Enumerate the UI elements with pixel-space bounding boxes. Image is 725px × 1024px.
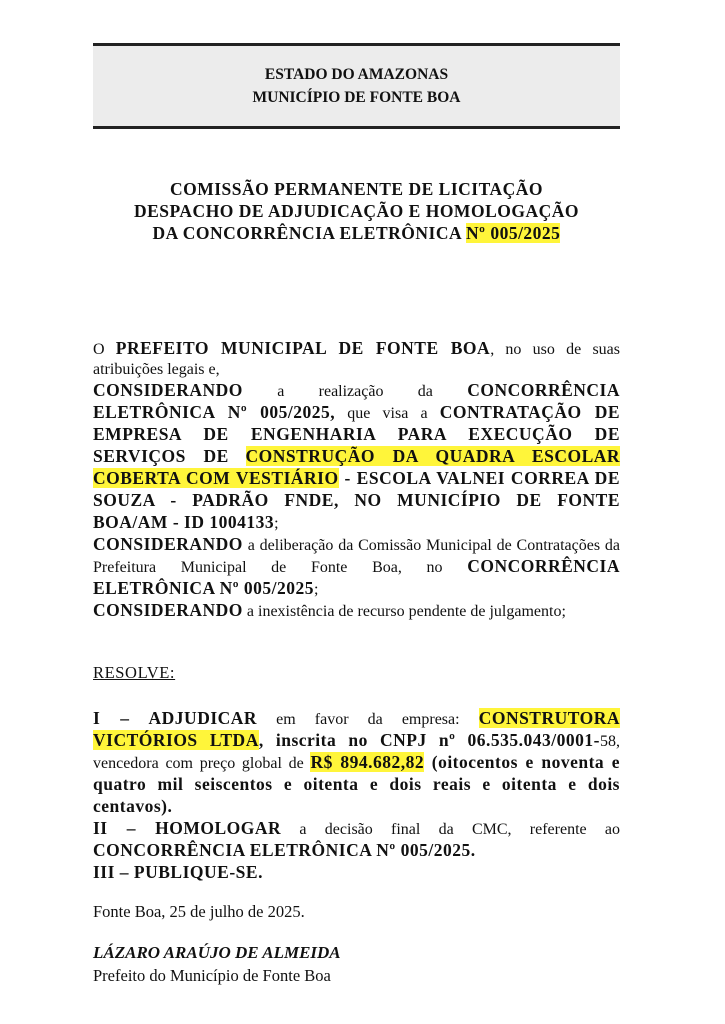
price-highlight: R$ 894.682,82 <box>310 752 425 772</box>
i1-text-2: , vencedora com preço global de <box>93 733 621 772</box>
c1-object: CONTRATAÇÃO DE EMPRESA DE ENGENHARIA PARA EXECUÇÃO DE SERVIÇOS DE <box>93 402 621 466</box>
signatory-title: Prefeito do Município de Fonte Boa <box>93 966 331 985</box>
intro-text: O <box>93 341 105 358</box>
c1-end: ; <box>274 515 279 532</box>
c2-concorrencia: CONCORRÊNCIA ELETRÔNICA Nº 005/2025 <box>93 556 620 598</box>
intro-text-2: , no uso de suas atribuições legais e, <box>93 341 621 378</box>
considerando-label: CONSIDERANDO <box>93 600 243 620</box>
resolve-heading: RESOLVE: <box>93 663 176 682</box>
price-words: (oitocentos e noventa e quatro mil seiscentos e oitenta e dois reais e oitenta e dois centavos). <box>93 752 620 816</box>
signatory-name: LÁZARO ARAÚJO DE ALMEIDA <box>93 943 341 962</box>
title-line-3 <box>93 222 620 244</box>
document-header <box>93 43 620 129</box>
i2-text: a decisão final da CMC, referente ao <box>281 821 620 838</box>
adjudicar-label: I – ADJUDICAR <box>93 708 258 728</box>
considerando-label: CONSIDERANDO <box>93 534 243 554</box>
i1-text: em favor da empresa: <box>257 711 479 728</box>
item-homologar <box>93 818 620 862</box>
item-publique <box>93 862 620 884</box>
publique-label: III – PUBLIQUE-SE. <box>93 862 263 882</box>
c2-text: a deliberação da Comissão Municipal de Contratações da Prefeitura Municipal de Fonte Boa, no <box>93 537 620 576</box>
title-line-3-text: DA CONCORRÊNCIA ELETRÔNICA <box>152 223 462 243</box>
title-number-highlight: Nº 005/2025 <box>466 223 561 243</box>
cnpj-text: , inscrita no CNPJ nº 06.535.043/0001- <box>258 730 601 750</box>
c1-object-2: - ESCOLA VALNEI CORREA DE SOUZA - PADRÃO FNDE, NO MUNICÍPIO DE FONTE BOA/AM - ID 1004133 <box>93 468 620 532</box>
considerando-3 <box>93 600 620 622</box>
considerando-1 <box>93 380 620 534</box>
considerando-label: CONSIDERANDO <box>93 380 243 400</box>
cnpj-end: 58 <box>600 733 617 750</box>
intro-prefeito: PREFEITO MUNICIPAL DE FONTE BOA <box>115 338 491 358</box>
c1-text: a realização da <box>242 383 468 400</box>
c1-text-2: que visa a <box>335 405 440 422</box>
intro-paragraph <box>93 338 620 380</box>
c3-text: a inexistência de recurso pendente de julgamento; <box>242 603 566 620</box>
c1-concorrencia: CONCORRÊNCIA ELETRÔNICA Nº 005/2025, <box>93 380 620 422</box>
intro-section <box>93 338 620 622</box>
i2-concorrencia: CONCORRÊNCIA ELETRÔNICA Nº 005/2025. <box>93 840 476 860</box>
item-adjudicar <box>93 708 620 818</box>
document-title <box>93 178 620 244</box>
c1-object-highlight: CONSTRUÇÃO DA QUADRA ESCOLAR COBERTA COM VESTIÁRIO <box>93 446 621 488</box>
resolution-items <box>93 708 620 884</box>
company-name-highlight: CONSTRUTORA VICTÓRIOS LTDA <box>93 708 621 750</box>
header-municipality: MUNICÍPIO DE FONTE BOA <box>252 89 461 106</box>
homologar-label: II – HOMOLOGAR <box>93 818 282 838</box>
c2-end: ; <box>313 581 319 598</box>
title-line-2: DESPACHO DE ADJUDICAÇÃO E HOMOLOGAÇÃO <box>133 201 579 221</box>
document-date: Fonte Boa, 25 de julho de 2025. <box>93 902 305 921</box>
considerando-2 <box>93 534 620 600</box>
title-line-1: COMISSÃO PERMANENTE DE LICITAÇÃO <box>169 179 543 199</box>
header-state: ESTADO DO AMAZONAS <box>264 66 449 83</box>
